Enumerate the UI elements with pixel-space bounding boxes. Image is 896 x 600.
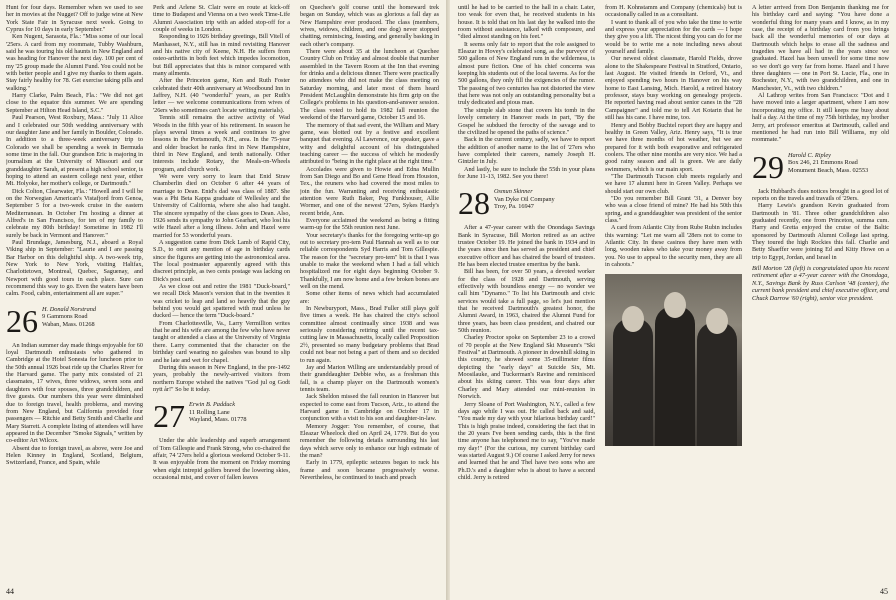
left-column-2 (153, 4, 290, 584)
secretary-name: Harold C. Ripley (788, 151, 831, 159)
class-secretary-address (42, 304, 96, 329)
paragraph: from H. Kohnstamm and Company (chemicals) but is occasionally called in as a consultant. (605, 4, 742, 19)
class-number: 27 (153, 398, 185, 435)
class-number: 28 (458, 185, 490, 222)
address-line: Box 246, 21 Emmons Road (788, 159, 858, 167)
address-line: Monument Beach, Mass. 02553 (788, 166, 869, 174)
class-29-header (752, 148, 889, 185)
class-26-header (6, 302, 143, 339)
right-column-2 (605, 4, 742, 584)
address-line: 11 Rolling Lane (189, 408, 230, 416)
paragraph: Paul Brundage, Jamesburg, N.J., aboard a Royal Viking ship in September: "Laurie and I are passing Bar Harbor on this delightful ship. A two-week trip, New York to New York, visiting Halifax, Charlottetown, Montreal, Quebec, Saguenay, and Newport with good tours in each place. Sure can recommend this way to go. Even the waters have been calm. Food, cabin, entertainment all are super." (6, 239, 143, 298)
paragraph: The memory of that sad event, the William and Mary game, was blotted out by a festive and excellent banquet that evening. Al Lawrence, our speaker, gave a witty and delightful account of his distinguished teaching career — the success of which he modestly attributed to "being in the right place at the right time." (300, 121, 439, 166)
address-line: Van Dyke Oil Company (494, 195, 555, 203)
paragraph: Jack Sheldon missed the fall reunion in Hanover but expected to come east from Tucson, Ariz., to attend the Harvard game in Cambridge on October 17 in conjunction with a visit to his son and daughter-in-law. (300, 393, 439, 423)
right-column-1 (458, 4, 595, 584)
secretary-name: Osmun Skinner (494, 188, 533, 196)
paragraph: Dick Colton, Clearwater, Fla.: "Howell and I will be on the Norwegian American's Vistafjord from Genoa, September 5 for a two-week cruise in the eastern Mediterranean. In October I'm hosting a dinner at Alfred's in San Francisco, for ten of my family to celebrate my 80th birthday! Sometime in 1982 I'll surely be back in Vermont and Hanover." (6, 187, 143, 239)
paragraph: Our newest oldest classmate, Harold Fields, drove alone to the Shakespeare Festival in Stratford, Ontario, last August. He visited friends in Orford, Vt., and enjoyed spending two hours in Hanover on his way home to East Lansing, Mich. Harold, a retired history professor, stays busy working on genealogy projects. He reported having read about senior canes in the "28 Campaigner" and told me to tell Art Kotarin that he still has his cane. I have mine, too. (605, 55, 742, 122)
paragraph: Charley Proctor spoke on September 23 to a crowd of 70 people at the New England Ski Museum's "Ski Festival" at Dartmouth. A pioneer in downhill skiing in this country, he showed some 35-millimeter films depicting the "early days" at Suicide Six, Mt. Moosilauke, and Tuckerman's Ravine and reminisced about his skiing career. This was four days after Charley and Mary attended our mini-reunion in Norwich. (458, 334, 595, 401)
page-number-right: 45 (880, 587, 888, 596)
paragraph: Harry Lewis's grandson Kevin graduated from Dartmouth in '81. Three other grandchildren also graduated recently, one from Princeton, summa cum. Harry and Gretta enjoyed the cruise of the Baltic sponsored by Dartmouth Alumni College last spring. They toured the high Rockies this fall. Charlie and Betty Shaeffer were joining Ed and Kitty Howe on a trip to Egypt, Jordan, and Israel in (752, 202, 889, 261)
paragraph: Henry and Bobby Buchtel report they are happy and healthy in Green Valley, Ariz. Henry says, "It is true we have three months of hot weather, but we are prepared for it with both evaporative and refrigerated coolers. The other nine months are very nice. We had a good rainy season and all is green. We are daily swimmers, which is our main sport. (605, 121, 742, 173)
paragraph: Harry Clarke, Palm Beach, Fla.: "We did not get close to the equator this summer. We are spending September at Hilton Head Island, S.C." (6, 92, 143, 114)
right-page (450, 0, 896, 600)
address-line: Waban, Mass. 01268 (42, 320, 95, 328)
paragraph: until he had to be carried to the hall in a chair. Later, too weak for even that, he received students in his house. It is told that on his last day he walked into the room without assistance, talked with composure, and "died almost standing on his feet." (458, 4, 595, 41)
paragraph: Absent due to foreign travel, as above, were Joe and Helen Kinney in England, Scotland, Belgium, Switzerland, France, and Spain, while (6, 444, 143, 467)
paragraph: An Indian summer day made things enjoyable for 60 loyal Dartmouth enthusiasts who gathered in Cambridge at the Hotel Sonesta for luncheon prior to the 50th annual 1926 boat ride up the Charles River for the Harvard game. The party mix consisted of 21 classmates, 17 wives, three widows, seven sons and daughters with four spouses, three grandchildren, and five guests. Our numbers this year were diminished due to foreign travel, health problems, and moving from New England, but California provided four passengers — Ritchie and Betty Smith and Charlie and Mary Starrett. A complete listing of attendees will have appeared in the December "Smoke Signals," written by co-editor Art Wilcox. (6, 341, 143, 445)
paragraph: Bill has been, for over 50 years, a devoted worker for the class of 1928 and Dartmouth, serving effectively with boundless energy — no wonder we call him "Dynamo." To list his Dartmouth and civic services would take a full page, so let's just mention that he received Dartmouth's greatest honor, the Alumni Award, in 1963, chaired the Alumni Fund for three years, has been class president, and chaired our 50th reunion. (458, 268, 595, 335)
paragraph: Paul Pearson, West Roxbury, Mass.: "July 11 Alice and I celebrated our 50th wedding anniversary with our daughter Jane and her family in Boulder, Colorado. In addition to a three-week anniversary trip to Colorado we shall be spending a week in Bermuda some time in the fall. Our grandson Eric is majoring in journalism at the University of Missouri and our granddaughter Sarah, at present a high school senior, is hoping to attend an eastern college next year, either Mt. Holyoke, her mother's college, or Dartmouth." (6, 114, 143, 188)
photo-caption: Bill Morton '28 (left) is congratulated upon his recent retirement after a 47-year career with the Onondaga, N.Y., Savings Bank by Russ Carlson '48 (center), the current bank president and chief executive officer, and Chuck Darrow '60 (right), senior vice president. (752, 264, 889, 302)
class-photo (605, 274, 742, 446)
paragraph: Al Lathrop writes from San Francisco: "Dot and I have moved into a larger apartment, where I am now incorporating my office. It still keeps me busy about half a day. At the time of my 75th birthday, my brother Jerry, art professor emeritus at Dartmouth, called and mentioned he had run into Bill Williams, my old roommate." (752, 92, 889, 144)
class-secretary-address (189, 399, 247, 424)
paragraph: on Quechee's golf course until the homeward trek began on Sunday, which was as glorious a fall day as New Hampshire ever produced. The class (members, wives, widows, children, and one dog) never stopped chatting, reminiscing, feasting, and generally basking in each other's company. (300, 4, 439, 48)
paragraph: Ken Nugent, Sarasota, Fla.: "Miss some of our local '25ers. A card from my roommate, Tubby Washburn, said he was touring his old haunts in New England and was heading for Hanover the next day. 100 per cent of my '25 group made the Alumni Fund. You could not be with better people and I give my thanks to them again. Stay fairly healthy for 78. Get exercise taking pills and walking." (6, 33, 143, 92)
class-27-header (153, 398, 290, 435)
address-line: Wayland, Mass. 01778 (189, 416, 247, 424)
left-column-1 (6, 4, 143, 584)
paragraph: I want to thank all of you who take the time to write and express your appreciation for the cards — I hope they give you a lift. The nicest thing you can do for me would be to write me a note including news about yourself and family. (605, 18, 742, 56)
paragraph: Responding to 1926 birthday greetings, Bill Vitell of Manhasset, N.Y., still has in mind revisiting Hanover and his native city of Keene, N.H. He suffers from osteo-arthritis in both feet which impedes locomotion, but Bill appreciates that this is minor compared with many ailments. (153, 33, 290, 78)
paragraph: The simple slab stone that covers his tomb in the lovely cemetery in Hanover reads in part, "By the Gospel he subdued the ferocity of the savage and to the civilized he opened the paths of science." (458, 106, 595, 136)
paragraph: Tennis still remains the active activity of Wad Woods in the fifth year of his retirement. In season he plays several times a week and continues to give lessons in the Portsmouth, N.H., area. In the 75-year and older bracket he ranks first in New Hampshire, third in New England, and tenth nationally. Other interests include Rotary, the Meals-on-Wheels program, and church work. (153, 114, 290, 173)
secretary-name: Erwin B. Padduck (189, 401, 235, 409)
paragraph: A letter arrived from Don Benjamin thanking me for his birthday card and saying: "You have done a wonderful thing for many years and I know, as in my case, the receipt of a birthday card from you brings back all the wonderful memories of our days at Dartmouth which helps to erase all the sadness and tragedies we have all had in the years since we graduated. Hazel has been unwell for some time now so we don't go very far from home. Hazel and I have three daughters — one in Port St. Lucie, Fla., one in Rochester, N.Y., with two grandchildren, and one in Manchester, Vt., with two children." (752, 4, 889, 92)
class-number: 26 (6, 302, 38, 339)
paragraph: Accolades were given to Howie and Edna Mullin from San Diego and Bo and Gene Head from Houston, Tex., the reuners who had covered the most miles to join the fun. Warranting and receiving enthusiastic attention were Ruth Baker, Peg Funkhouser, Allie Wormer, and one of the newest '27ers, Sykes Hardy's recent bride, Ann. (300, 165, 439, 217)
paragraph: A card from Atlantic City from Rube Rubin includes this warning: "Let me warn all '28ers not to come to Atlantic City. In these casinos they have men with long, wooden rakes who take your money away from you. No use to appeal to the security men, they are all in cahoots." (605, 224, 742, 269)
paragraph: Hunt for four days. Remember when we used to see her in movies at the Nugget? Off to judge wine at New York State Fair in Syracuse next week. Going to Cyprus for 10 days in early September." (6, 4, 143, 34)
left-page (0, 0, 446, 600)
class-secretary-address (494, 186, 555, 211)
right-column-3 (752, 4, 889, 584)
paragraph: After a 47-year career with the Onondaga Savings Bank in Syracuse, Bill Morton retired as an active trustee October 19. He joined the bank in 1934 and in the years since then has served as president and chief executive officer and has chaired the board of trustees. He has been elected trustee emeritus by the bank. (458, 224, 595, 268)
paragraph: Some other items of news which had accumulated are: (300, 290, 439, 305)
paragraph: "Do you remember Bill Grant '31, a Denver boy who was a close friend of mine? He had his 50th this spring, and a granddaughter was president of the senior class." (605, 194, 742, 224)
page-number-left: 44 (6, 587, 14, 596)
paragraph: In Newburyport, Mass., Brad Fuller still plays golf five times a week. He has chaired the city's school committee almost continually since 1938 and was seriously considering retiring until the recent tax-cutting law in Massachusetts, locally called Proposition 2½, presented so many budgetary problems that Brad could not bear not being a part of them and so decided to run again. (300, 305, 439, 364)
paragraph: Your secretary's thanks for the foregoing write-up go out to secretary pro-tem Paul Hannah as well as to our reliable correspondents Syd Harris and Tom Gillespie. The reason for the "secretary pro-tem" bit is that I was unable to make the weekend when I had a fall which hospitalized me for eight days beginning October 9. Thankfully, I am now home and a few broken bones are well on the mend. (300, 231, 439, 291)
paragraph: During this season in New England, in the pre-1492 years, probably the newly-arrived visitors from northern Europe wished the natives "God jul og Godt nytt år!" So be it today. (153, 363, 290, 393)
paragraph: As we close out and retire the 1981 "Duck-board," we recall Dick Mason's version that in the twenties it was cricket to leap and land so heavily that the guy behind you would get spattered with mud unless he ducked — hence the term "Duck-board." (153, 283, 290, 320)
paragraph: Jay and Marion Willing are understandably proud of their granddaughter Debbie who, as a freshman this fall, is a champ player on the Dartmouth women's tennis team. (300, 363, 439, 393)
paragraph: Everyone acclaimed the weekend as being a fitting warm-up for the 55th reunion next June. (300, 216, 439, 232)
paragraph: And lastly, be sure to include the 55th in your plans for June 11-13, 1982. See you there! (458, 165, 595, 180)
figure-center (655, 306, 695, 446)
paragraph: Jack Hubbard's dues notices brought in a good lot of reports on the travels and travails of '29ers. (752, 187, 889, 202)
class-secretary-address (788, 150, 868, 175)
paragraph: Back in the current century, sadly, we have to report the addition of another name to the list of '27ers who have completed their careers, namely Joseph H. Gintzler in July. (458, 136, 595, 166)
paragraph: After the Princeton game, Ken and Ruth Foster celebrated their 40th anniversary at Woodbound Inn in Jaffrey, N.H. (40 "wonderful" years, as per Ruth's letter — we welcome communications from wives of '26ers who sometimes can't locate writing materials). (153, 77, 290, 114)
paragraph: It seems only fair to report that the role assigned to Eleazar in Hovey's celebrated song, as the purveyor of 500 gallons of New England rum in the wilderness, is almost pure fiction. One of his chief concerns was keeping his students out of the local taverns. As for the 500 gallons, they only fill the exigencies of the rumor. The passing of two centuries has not distorted the view that here was not only an outstanding personality but a truly dedicated and pious man. (458, 40, 595, 107)
address-line: Troy, Pa. 16947 (494, 203, 534, 211)
paragraph: "The Dartmouth Tucson club meets regularly and we have 17 alumni here in Green Valley. Perhaps we should start our own club. (605, 172, 742, 195)
class-28-header (458, 185, 595, 222)
paragraph: We were very sorry to learn that Enid Straw Chamberlin died on October 6 after 44 years of marriage to Dean. Enid's dad was class of 1887. She was a Phi Beta Kappa graduate of Wellesley and the University of California, where she also had taught. The sincere sympathy of the class goes to Dean. Also, 1926 sends its sympathy to John Gearhart, who lost his wife Hazel after a long illness. John and Hazel were married for 53 wonderful years. (153, 172, 290, 239)
paragraph: Early in 1779, epileptic seizures began to rack his frame and soon became progressively worse. Nevertheless, he continued to teach and preach (300, 459, 439, 481)
figure-left (613, 318, 653, 446)
paragraph: A suggestion came from Dick Lamb of Rapid City, S.D., to omit any mention of age in birthday cards since the figures are getting into the astronomical area. The local postmaster apparently agreed with this discreet principle, as two cents postage was lacking on Dick's post card. (153, 239, 290, 283)
figure-right (697, 322, 737, 446)
paragraph: From Charlottesville, Va., Larry Vermillion writes that he and his wife are among the few who have never taught or attended a class at the University of Virginia there. Larry commented that the character on the birthday card wearing no galoshes was bound to slip and he late and wet for chapel. (153, 319, 290, 364)
paragraph: Jerry Sloane of Port Washington, N.Y., called a few days ago while I was out. He called back and said, "You made my day with your hilarious birthday card!" This is high praise indeed, considering the fact that in the 20 years I've been sending cards, this is the first time anyone has telephoned me to say, "You've made my day!" (For the curious, my current birthday card was started August 9.) Of course I asked Jerry for news and learned that he and Thel have two sons who are Ph.D.'s and a daughter who is about to have a second child. Jerry is retired (458, 400, 595, 481)
left-column-3 (300, 4, 439, 584)
secretary-name: H. Donald Norstrand (42, 305, 97, 313)
paragraph: There were about 35 at the luncheon at Quechee Country Club on Friday and almost double that number assembled in the Tavern Room at the Inn that evening for drinks and a delicious dinner. There were practically no attendees who did not make the class meeting on Saturday morning, and later most of them heard President McLaughlin demonstrate his firm grip on the College's problems in his question-and-answer session. The class voted to hold its 1982 fall reunion the weekend of the Harvard game, October 15 and 16. (300, 48, 439, 122)
paragraph: Perk and Arlene St. Clair were en route at kick-off time to Budapest and Vienna on a two week Time-Life Alumni Association trip with an added stop-off for a couple of weeks in London. (153, 4, 290, 34)
paragraph: Memory Jogger: You remember, of course, that Eleazar Wheelock died on April 24, 1779. But do you remember the following details surrounding his last days which serve only to enhance our high estimate of the man? (300, 422, 439, 459)
address-line: 9 Gammons Road (42, 313, 88, 321)
paragraph: Under the able leadership and superb arrangement of Tom Gillespie and Frank Strong, who co-chaired the affair, 74 '27ers held a glorious weekend October 9-11. It was enjoyable from the moment on Friday morning when eight intrepid golfers braved the lowering skies, occasional mist, and cover of fallen leaves (153, 437, 290, 481)
class-number: 29 (752, 148, 784, 185)
